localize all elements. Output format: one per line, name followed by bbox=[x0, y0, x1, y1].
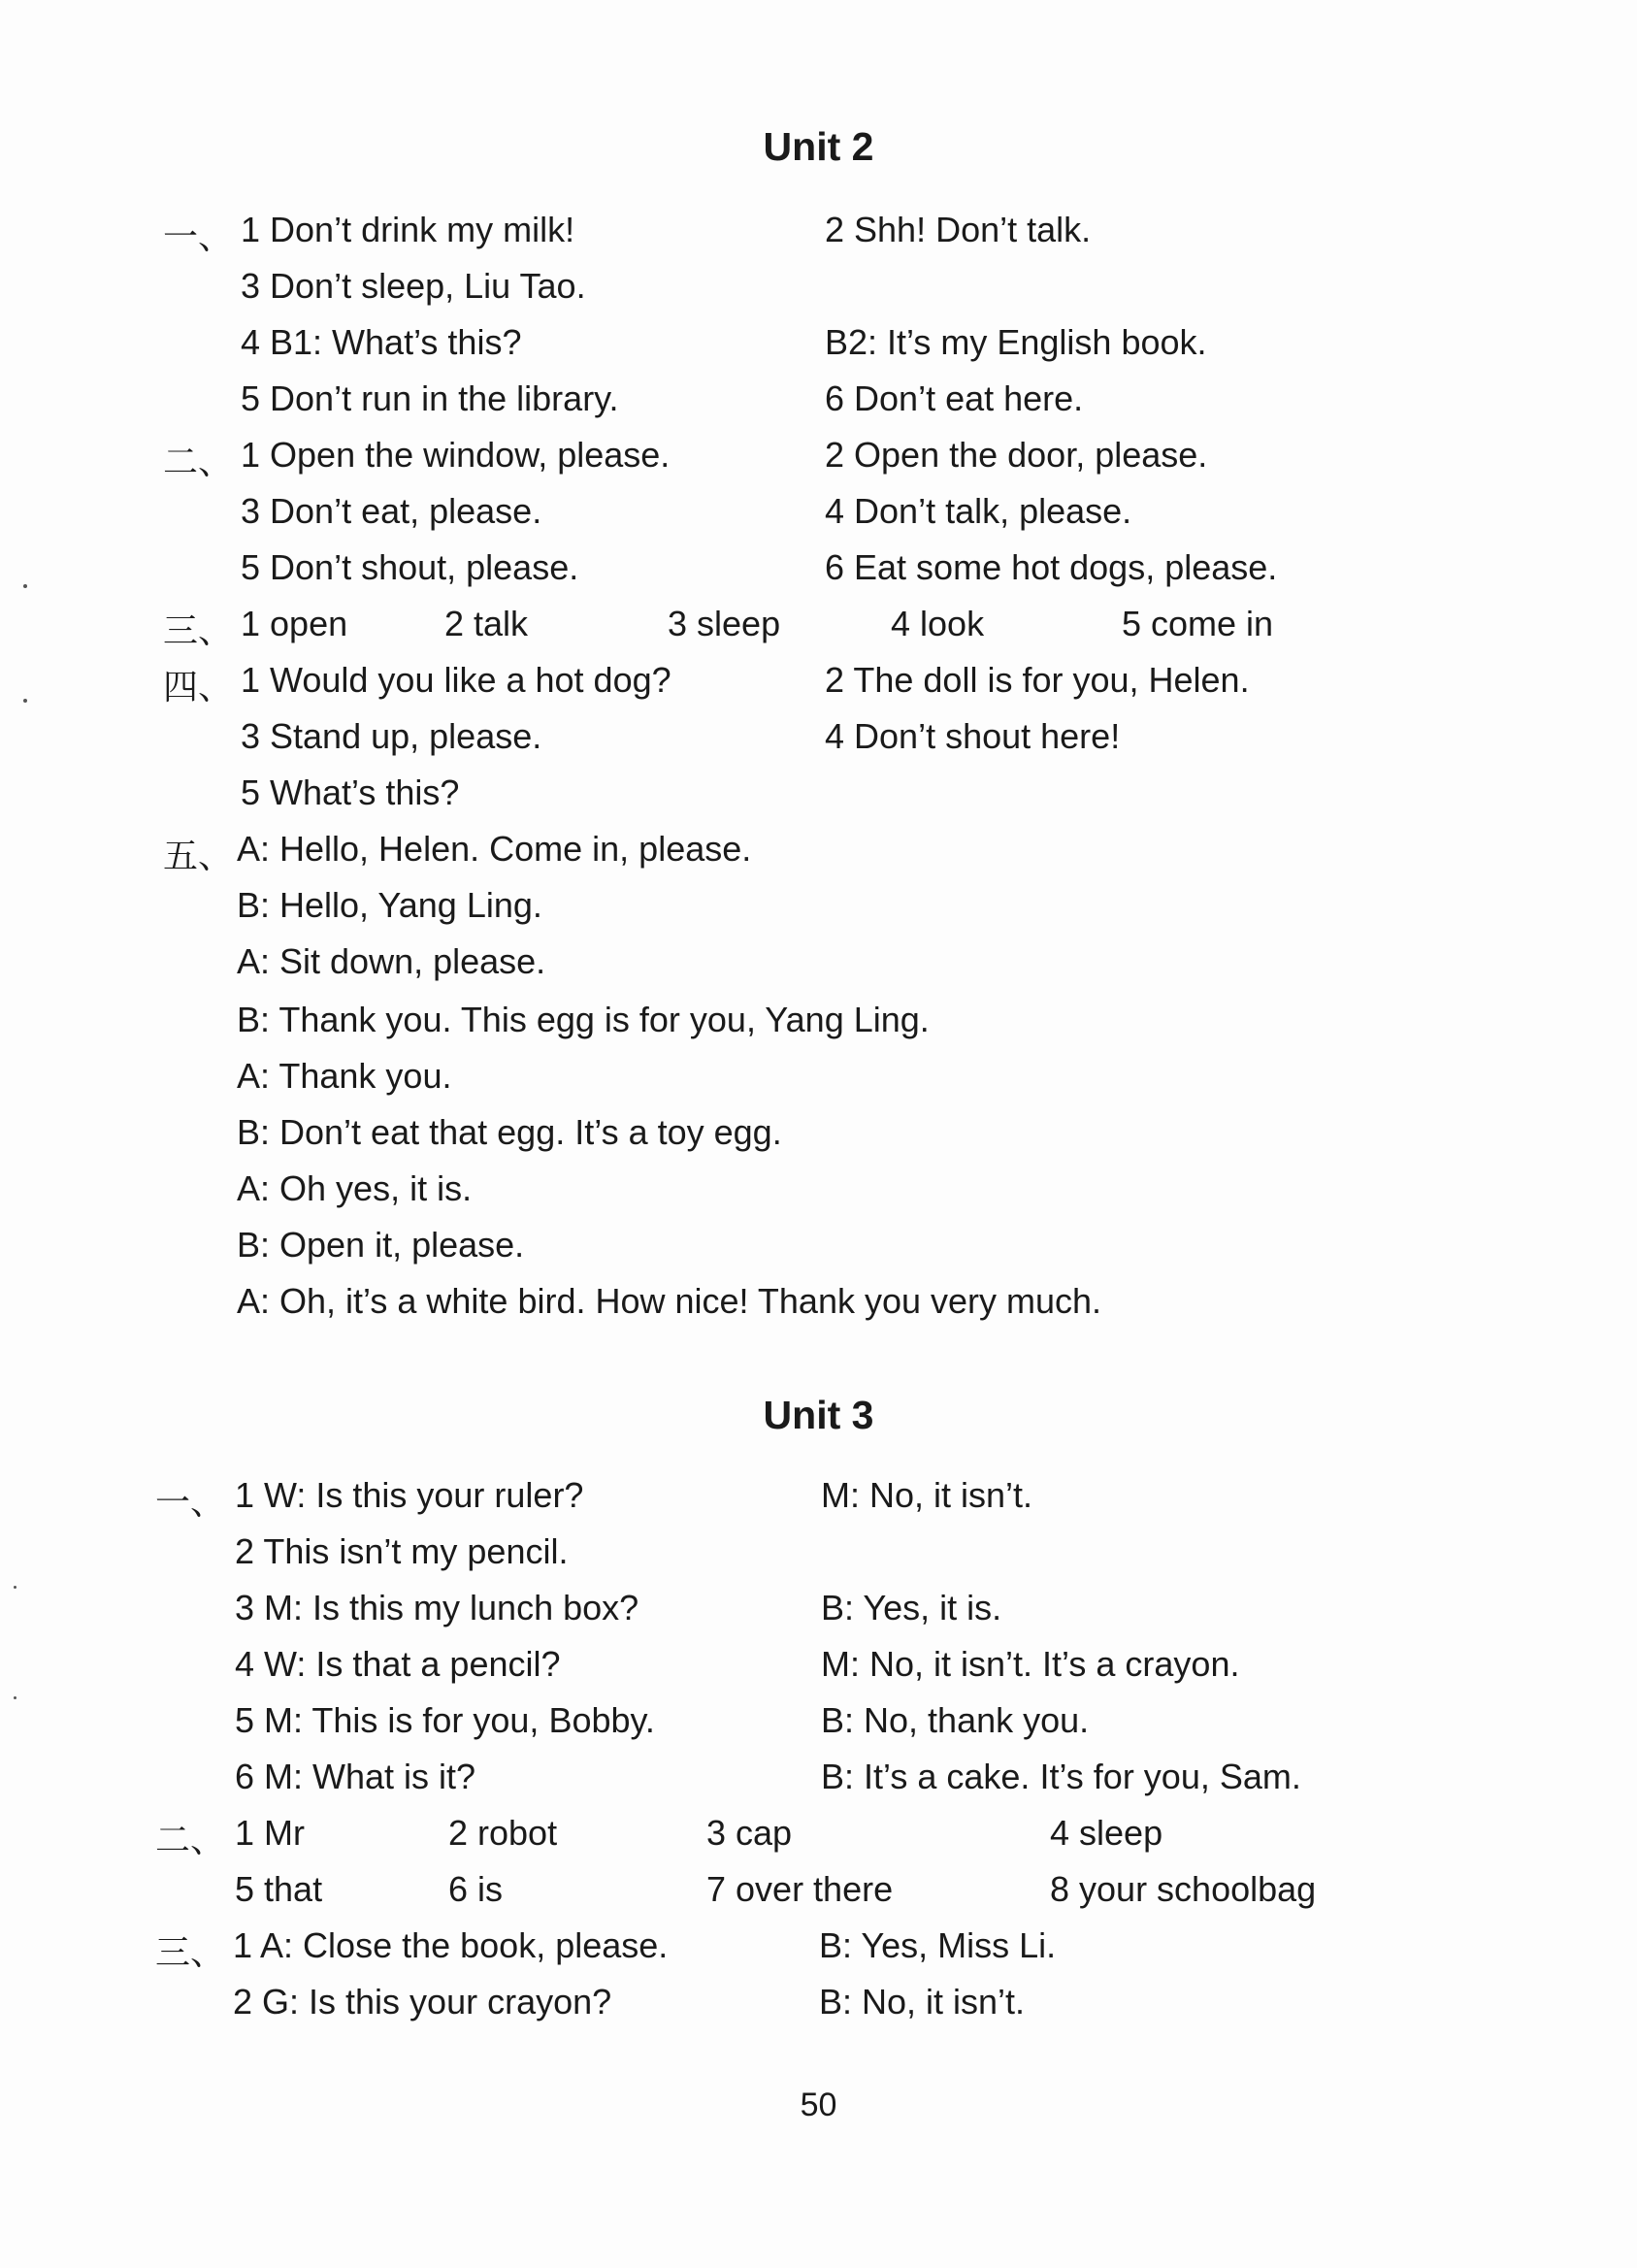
unit3-sec1-item1: 1 W: Is this your ruler? bbox=[235, 1475, 584, 1515]
unit2-sec3-item2: 2 talk bbox=[444, 604, 529, 643]
unit2-sec5-line9: A: Oh, it’s a white bird. How nice! Thank you very much. bbox=[237, 1281, 1102, 1321]
unit2-sec1-item3: 3 Don’t sleep, Liu Tao. bbox=[241, 266, 586, 306]
unit2-sec2-item4: 4 Don’t talk, please. bbox=[825, 491, 1132, 531]
unit2-sec1-item6: 6 Don’t eat here. bbox=[825, 378, 1084, 418]
unit2-sec5-line5: A: Thank you. bbox=[237, 1056, 452, 1096]
unit3-sec3-item2b: B: No, it isn’t. bbox=[819, 1982, 1026, 2021]
unit2-sec5-line8: B: Open it, please. bbox=[237, 1225, 525, 1265]
unit2-sec5-line2: B: Hello, Yang Ling. bbox=[237, 885, 542, 925]
unit2-sec2-label: 二、 bbox=[163, 443, 234, 482]
unit3-sec1-item6: 6 M: What is it? bbox=[235, 1757, 476, 1796]
unit3-sec1-item1b: M: No, it isn’t. bbox=[821, 1475, 1033, 1515]
unit2-sec5-line4: B: Thank you. This egg is for you, Yang Ling. bbox=[237, 1000, 930, 1039]
unit2-sec1-label: 一、 bbox=[163, 217, 234, 257]
unit2-sec5-label: 五、 bbox=[163, 837, 234, 876]
scan-speck bbox=[23, 584, 27, 588]
unit2-sec5-line3: A: Sit down, please. bbox=[237, 941, 546, 981]
unit3-sec2-label: 二、 bbox=[155, 1821, 226, 1860]
page-number: 50 bbox=[800, 2087, 837, 2123]
unit2-sec3-item3: 3 sleep bbox=[668, 604, 781, 643]
unit2-sec4-item4: 4 Don’t shout here! bbox=[825, 716, 1121, 756]
unit2-sec3-item1: 1 open bbox=[241, 604, 348, 643]
unit2-sec3-item4: 4 look bbox=[891, 604, 985, 643]
scan-speck bbox=[14, 1586, 16, 1589]
unit3-sec2-item1: 1 Mr bbox=[235, 1813, 305, 1853]
unit3-sec2-item2: 2 robot bbox=[448, 1813, 558, 1853]
scan-speck bbox=[23, 699, 27, 703]
unit3-sec1-item3: 3 M: Is this my lunch box? bbox=[235, 1588, 639, 1627]
unit2-sec4-item5: 5 What’s this? bbox=[241, 772, 460, 812]
unit2-sec5-line6: B: Don’t eat that egg. It’s a toy egg. bbox=[237, 1112, 782, 1152]
unit2-sec1-item1: 1 Don’t drink my milk! bbox=[241, 210, 575, 249]
unit3-sec1-label: 一、 bbox=[155, 1483, 226, 1523]
unit3-sec3-item2: 2 G: Is this your crayon? bbox=[233, 1982, 612, 2021]
unit3-sec2-item5: 5 that bbox=[235, 1869, 323, 1909]
unit2-sec1-item5: 5 Don’t run in the library. bbox=[241, 378, 619, 418]
unit3-sec2-item4: 4 sleep bbox=[1050, 1813, 1163, 1853]
unit3-sec1-item6b: B: It’s a cake. It’s for you, Sam. bbox=[821, 1757, 1301, 1796]
unit2-sec2-item3: 3 Don’t eat, please. bbox=[241, 491, 542, 531]
unit2-sec2-item5: 5 Don’t shout, please. bbox=[241, 547, 579, 587]
unit2-sec2-item1: 1 Open the window, please. bbox=[241, 435, 671, 475]
unit3-sec3-item1b: B: Yes, Miss Li. bbox=[819, 1925, 1057, 1965]
unit2-sec3-label: 三、 bbox=[163, 611, 234, 651]
unit3-title: Unit 3 bbox=[763, 1393, 874, 1437]
unit3-sec1-item3b: B: Yes, it is. bbox=[821, 1588, 1002, 1627]
unit3-sec2-item7: 7 over there bbox=[706, 1869, 894, 1909]
unit3-sec2-item8: 8 your schoolbag bbox=[1050, 1869, 1317, 1909]
unit2-sec1-item4b: B2: It’s my English book. bbox=[825, 322, 1207, 362]
scan-speck bbox=[14, 1696, 16, 1699]
unit2-sec1-item2: 2 Shh! Don’t talk. bbox=[825, 210, 1092, 249]
unit3-sec1-item4b: M: No, it isn’t. It’s a crayon. bbox=[821, 1644, 1240, 1684]
unit3-sec1-item5: 5 M: This is for you, Bobby. bbox=[235, 1700, 655, 1740]
unit2-sec4-item1: 1 Would you like a hot dog? bbox=[241, 660, 671, 700]
unit3-sec1-item5b: B: No, thank you. bbox=[821, 1700, 1090, 1740]
unit3-sec2-item3: 3 cap bbox=[706, 1813, 793, 1853]
unit2-title: Unit 2 bbox=[763, 124, 874, 169]
unit2-sec2-item2: 2 Open the door, please. bbox=[825, 435, 1208, 475]
unit2-sec5-line1: A: Hello, Helen. Come in, please. bbox=[237, 829, 752, 869]
unit2-sec4-item2: 2 The doll is for you, Helen. bbox=[825, 660, 1250, 700]
unit2-sec1-item4: 4 B1: What’s this? bbox=[241, 322, 522, 362]
unit2-sec2-item6: 6 Eat some hot dogs, please. bbox=[825, 547, 1278, 587]
unit3-sec3-label: 三、 bbox=[155, 1933, 226, 1973]
unit3-sec3-item1: 1 A: Close the book, please. bbox=[233, 1925, 669, 1965]
unit3-sec1-item4: 4 W: Is that a pencil? bbox=[235, 1644, 561, 1684]
unit2-sec4-label: 四、 bbox=[163, 668, 234, 707]
unit2-sec5-line7: A: Oh yes, it is. bbox=[237, 1168, 473, 1208]
unit3-sec2-item6: 6 is bbox=[448, 1869, 504, 1909]
unit2-sec4-item3: 3 Stand up, please. bbox=[241, 716, 542, 756]
unit2-sec3-item5: 5 come in bbox=[1122, 604, 1274, 643]
unit3-sec1-item2: 2 This isn’t my pencil. bbox=[235, 1531, 569, 1571]
